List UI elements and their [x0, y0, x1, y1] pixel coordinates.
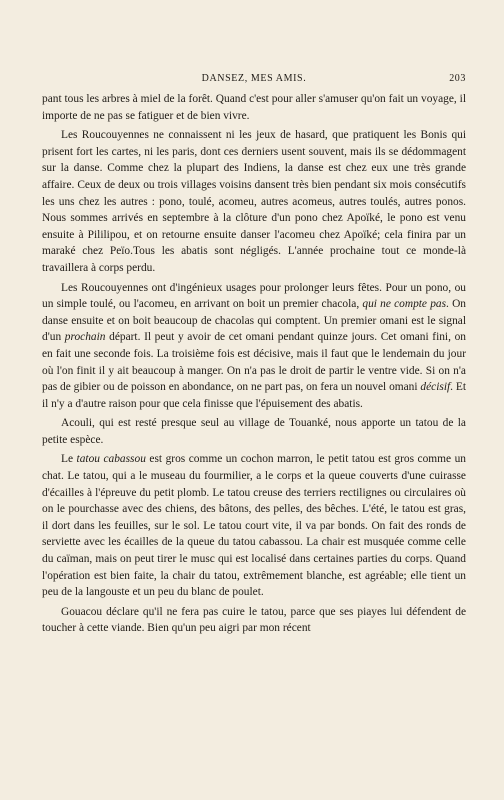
- paragraph: [42, 604, 466, 637]
- paragraph: [42, 127, 466, 276]
- text-run: Gouacou déclare qu'il ne fera pas cuire le tatou, parce que ses piayes lui défendent de toucher à cette viande. Bien qu'un peu aigri par mon récent: [42, 605, 466, 635]
- paragraph: [42, 451, 466, 600]
- text-run: Le: [61, 453, 77, 466]
- italic-run: prochain: [64, 331, 106, 344]
- running-title: DANSEZ, MES AMIS.: [201, 73, 307, 84]
- paragraph: [42, 91, 466, 124]
- text-run: Les Roucouyennes ne connaissent ni les jeux de hasard, que pratiquent les Bonis qui prisent fort les cartes, ni les paris, dont ces derniers usent souvent, mais ils se dédommagent sur la danse. Comme chez la plupart des Indiens, la danse est chez eux une très grande affaire. Ceux de deux ou trois villages voisins dansent très bien pendant six mois consécutifs les uns chez les autres : pono, toulé, acomeu, autres acomeus, autres toulés, autres ponos. Nous sommes arrivés en septembre à la clôture d'un pono chez Apoïké, le pono est venu ensuite à Pililipou, et on retourne ensuite danser l'acomeu chez Apoïké; cela finira par un maraké chez Peïo.Tous les abatis sont négligés. L'année prochaine tout ce monde-là travaillera à corps perdu.: [42, 129, 466, 274]
- running-header: [42, 73, 466, 89]
- paragraph: [42, 415, 466, 448]
- italic-run: qui ne compte pas: [362, 298, 447, 311]
- text-run: est gros comme un cochon marron, le petit tatou est gros comme un chat. Le tatou, qui a le museau du fourmilier, a le corps et la queue couverts d'une cuirasse d'écailles à l'épreuve du petit plomb. Le tatou creuse des terriers rectilignes ou circulaires où on le pourchasse avec des chiens, des bâtons, des pelles, des bêches. L'été, le tatou est gras, il dort dans les feuilles, sur le sol. Le tatou court vite, il va par bonds. On fait des ronds de serviette avec les écailles de la queue du tatou cabassou. La chair est musquée comme celle du caïman, mais on peut tirer le musc qui est localisé dans certaines parties du corps. Quand l'opération est bien faite, la chair du tatou, extrêmement blanche, est agréable; elle tient un peu de la langouste et un peu du blanc de poulet.: [42, 453, 466, 599]
- page-number: 203: [449, 73, 466, 84]
- italic-run: tatou cabassou: [76, 453, 146, 466]
- text-run: . Et il n'y a d'autre raison pour que cela finisse que l'épuisement des abatis.: [42, 381, 466, 410]
- text-run: départ. Il peut y avoir de cet omani pendant quinze jours. Cet omani fini, on en fait une seconde fois. La troisième fois est décisive, mais il faut que le lendemain du jour où l'on finit il y ait beaucoup à manger. On n'a pas le droit de partir le ventre vide. Si on n'a pas de gibier ou de poisson en abondance, on ne part pas, on fera un nouvel omani: [42, 331, 466, 394]
- paragraph: [42, 280, 466, 413]
- page-body: [42, 91, 466, 637]
- text-run: pant tous les arbres à miel de la forêt. Quand c'est pour aller s'amuser qu'on fait un voyage, il importe de ne pas se fatiguer et de bien vivre.: [42, 93, 466, 122]
- italic-run: décisif: [420, 381, 451, 394]
- text-run: . On danse ensuite et on boit beaucoup de chacolas qui comptent. Un premier omani est le signal d'un: [42, 298, 466, 344]
- text-run: Les Roucouyennes ont d'ingénieux usages pour prolonger leurs fêtes. Pour un pono, ou un simple toulé, ou l'acomeu, en arrivant on boit un premier chacola,: [42, 281, 466, 311]
- text-run: Acouli, qui est resté presque seul au village de Touanké, nous apporte un tatou de la petite espèce.: [42, 417, 466, 446]
